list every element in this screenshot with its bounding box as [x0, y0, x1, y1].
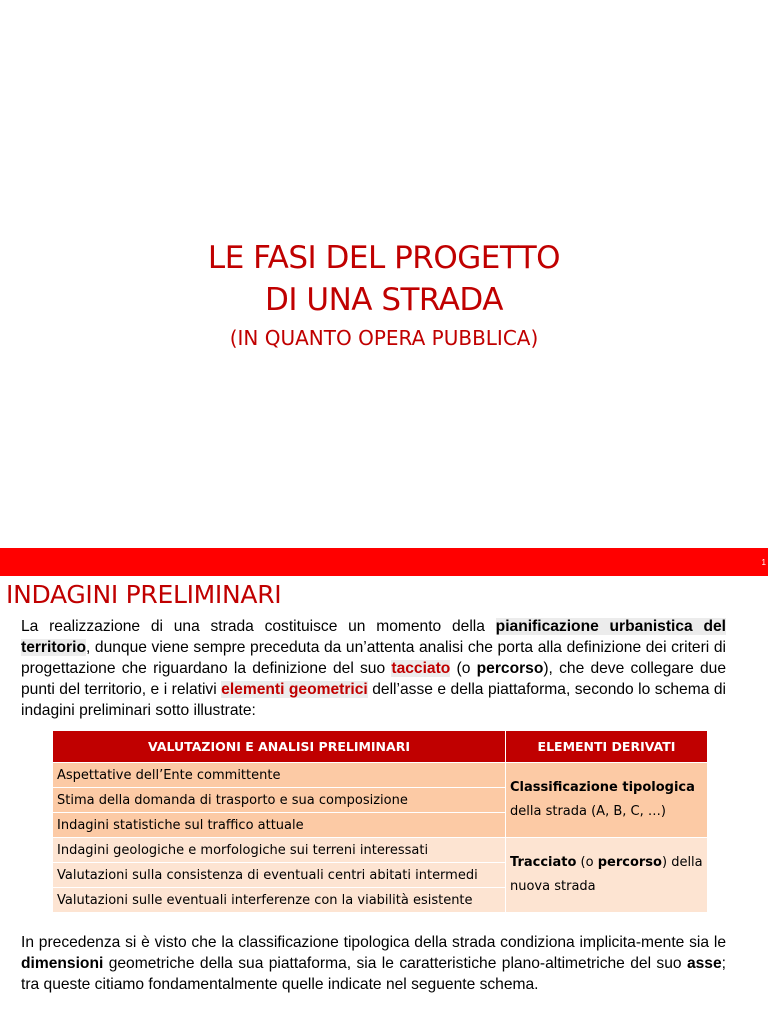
- section-header-bar: [0, 548, 768, 576]
- table-cell: Valutazioni sulla consistenza di eventuali centri abitati intermedi: [53, 863, 506, 888]
- closing-paragraph: [21, 932, 726, 995]
- table-row: [53, 763, 708, 788]
- page-number: 1: [761, 558, 766, 567]
- table-cell: Valutazioni sulle eventuali interferenze con la viabilità esistente: [53, 888, 506, 913]
- text: dell’asse e della piattaforma, secondo lo schema di indagini preliminari sotto illustrate:: [21, 681, 726, 719]
- result-text: della strada (A, B, C, …): [510, 804, 666, 819]
- result-text: (o: [576, 855, 598, 870]
- result-text: ) della: [661, 855, 703, 870]
- emphasis-asse: asse: [686, 955, 722, 972]
- table-cell: Aspettative dell’Ente committente: [53, 763, 506, 788]
- result-tracciato: [506, 838, 708, 913]
- table-row: [53, 838, 708, 863]
- text: geometriche della sua piattaforma, sia le caratteristiche plano-altimetriche del suo: [103, 955, 687, 972]
- table-cell: Indagini statistiche sul traffico attuale: [53, 813, 506, 838]
- emphasis-pianificazione: pianificazione urbanistica del territorio: [21, 618, 726, 656]
- text: ; tra queste citiamo fondamentalmente quelle indicate nel seguente schema.: [21, 955, 726, 993]
- result-bold: percorso: [597, 855, 662, 870]
- result-text: nuova strada: [510, 879, 596, 894]
- table-cell: Stima della domanda di trasporto e sua composizione: [53, 788, 506, 813]
- result-classificazione: [506, 763, 708, 838]
- text: , dunque viene sempre preceduta da un’attenta analisi che porta alla definizione dei criteri di progettazione che riguardano la definizione del suo: [21, 639, 726, 677]
- title-subtitle: (IN QUANTO OPERA PUBBLICA): [229, 326, 539, 350]
- text: (o: [450, 660, 477, 677]
- emphasis-tracciato: tacciato: [391, 660, 451, 677]
- emphasis-elementi-geometrici: elementi geometrici: [221, 681, 368, 698]
- header-valutazioni: VALUTAZIONI E ANALISI PRELIMINARI: [53, 731, 506, 763]
- emphasis-dimensioni: dimensioni: [21, 955, 104, 972]
- title-line-1: LE FASI DEL PROGETTO: [207, 240, 561, 276]
- text: ), che deve collegare due punti del territorio, e i relativi: [21, 660, 727, 698]
- header-elementi: ELEMENTI DERIVATI: [506, 731, 708, 763]
- table-header-row: [53, 731, 708, 763]
- text: In precedenza si è visto che la classificazione tipologica della strada condiziona implicita-mente sia le: [21, 934, 726, 951]
- table-cell: Indagini geologiche e morfologiche sui terreni interessati: [53, 838, 506, 863]
- title-line-2: DI UNA STRADA: [265, 282, 503, 318]
- analysis-table: [52, 730, 708, 913]
- intro-paragraph: [21, 616, 726, 721]
- result-bold: Tracciato: [510, 855, 577, 870]
- text: La realizzazione di una strada costituisce un momento della: [21, 618, 496, 635]
- section-heading: INDAGINI PRELIMINARI: [6, 580, 282, 609]
- emphasis-percorso: percorso: [476, 660, 544, 677]
- result-bold: Classificazione tipologica: [510, 780, 695, 795]
